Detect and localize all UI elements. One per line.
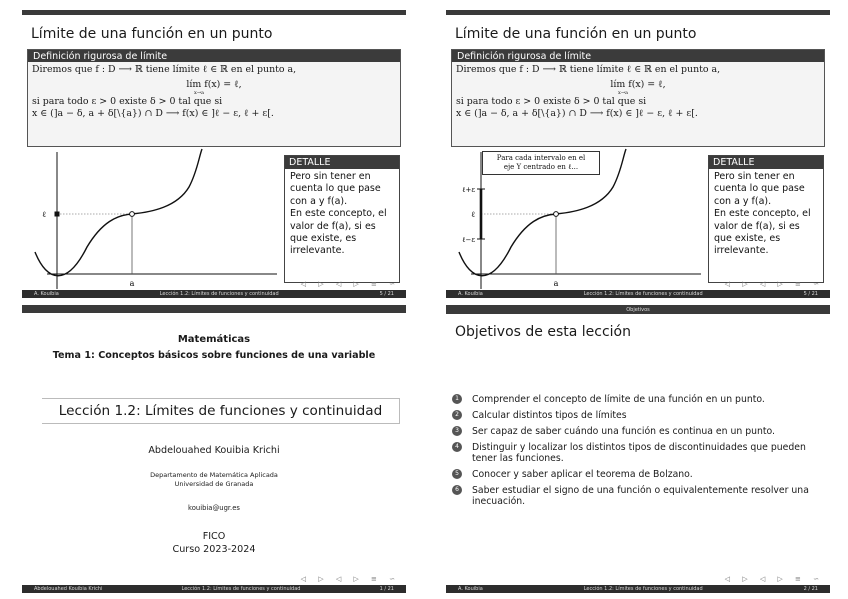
objective-text: Ser capaz de saber cuándo una función es continua en un punto. (472, 426, 776, 437)
footer-page: 5 / 21 (803, 291, 818, 297)
bullet-number: 4 (452, 442, 462, 452)
definition-line-1: Diremos que f : D ⟶ ℝ tiene límite ℓ ∈ ℝ en el punto a, (456, 64, 721, 75)
detail-line: Pero sin tener en (290, 171, 371, 182)
bullet-number: 2 (452, 410, 462, 420)
degree-label: FICO (202, 531, 226, 542)
beamer-nav-icons[interactable]: ◁ ▷ ◁ ▷ ≡ ∽ (724, 575, 824, 583)
footer-author: A. Kouibia (458, 586, 483, 592)
detail-line: cuenta lo que pase (290, 183, 381, 195)
label-l-minus-epsilon: ℓ−ε (462, 236, 475, 244)
limit-formula-subscript: x→a (618, 90, 628, 96)
lesson-title-box (42, 398, 400, 424)
objective-text: Comprender el concepto de límite de una función en un punto. (472, 394, 765, 405)
objectives-list (452, 394, 824, 512)
footer-lesson: Lección 1.2: Límites de funciones y continuidad (583, 291, 703, 297)
detail-box (708, 155, 824, 283)
function-curve (35, 149, 202, 276)
axis-label-l: ℓ (42, 210, 46, 219)
detail-body (285, 169, 399, 260)
footer-author: A. Kouibia (458, 291, 483, 297)
beamer-nav-icons[interactable]: ◁ ▷ ◁ ▷ ≡ ∽ (300, 280, 400, 288)
slide-title: Límite de una función en un punto (455, 26, 697, 42)
footer-bar (446, 585, 830, 593)
definition-box-title: Definición rigurosa de límite (452, 50, 824, 62)
definition-line-4: x ∈ (]a − δ, a + δ[\{a}) ∩ D ⟶ f(x) ∈ ]ℓ − ε, ℓ + ε[. (456, 108, 698, 119)
detail-line: que existe, es (290, 233, 357, 245)
label-l-plus-epsilon: ℓ+ε (462, 186, 475, 194)
definition-body (28, 62, 400, 122)
objective-item (452, 485, 824, 507)
detail-line: valor de f(a), si es (290, 220, 376, 232)
detail-line: que existe, es (714, 233, 781, 245)
objective-item (452, 410, 824, 421)
hole-point (130, 212, 135, 217)
detail-line: En este concepto, el (290, 208, 387, 220)
department: Departamento de Matemática Aplicada (150, 471, 278, 479)
definition-line-3: si para todo ε > 0 existe δ > 0 tal que si (456, 96, 647, 107)
top-strip (22, 10, 406, 15)
limit-formula: lím f(x) = ℓ, (186, 79, 242, 90)
slide-title: Límite de una función en un punto (31, 26, 273, 42)
detail-title: DETALLE (709, 156, 823, 169)
objective-item (452, 469, 824, 480)
objective-text: Distinguir y localizar los distintos tipos de discontinuidades que pueden tener las funciones. (472, 442, 806, 464)
objective-item (452, 394, 824, 405)
section-label: Objetivos (626, 306, 650, 313)
bullet-number: 5 (452, 469, 462, 479)
footer-author: Abdelouahed Kouibia Krichi (34, 586, 103, 592)
bullet-number: 1 (452, 394, 462, 404)
detail-line: cuenta lo que pase (714, 183, 805, 195)
footer-page: 1 / 21 (379, 586, 394, 592)
detail-line: con a y f(a). (290, 195, 348, 207)
lesson-title: Lección 1.2: Límites de funciones y continuidad (58, 403, 383, 419)
bullet-number: 6 (452, 485, 462, 495)
university: Universidad de Granada (174, 480, 254, 488)
definition-line-3: si para todo ε > 0 existe δ > 0 tal que si (32, 96, 223, 107)
detail-line: irrelevante. (714, 245, 769, 257)
top-strip (446, 10, 830, 15)
author-name: Abdelouahed Kouibia Krichi (148, 445, 280, 456)
detail-line: Pero sin tener en (714, 171, 795, 182)
beamer-nav-icons[interactable]: ◁ ▷ ◁ ▷ ≡ ∽ (724, 280, 824, 288)
slide-limit-definition-epsilon (446, 10, 830, 298)
definition-body (452, 62, 824, 122)
limit-formula: lím f(x) = ℓ, (610, 79, 666, 90)
footer-lesson: Lección 1.2: Límites de funciones y continuidad (583, 586, 703, 592)
definition-line-1: Diremos que f : D ⟶ ℝ tiene límite ℓ ∈ ℝ en el punto a, (32, 64, 297, 75)
detail-line: irrelevante. (290, 245, 345, 257)
footer-bar (22, 290, 406, 298)
axis-label-a: a (129, 279, 135, 288)
objective-item (452, 426, 824, 437)
definition-box (451, 49, 825, 147)
objective-text: Conocer y saber aplicar el teorema de Bolzano. (472, 469, 693, 480)
limit-formula-subscript: x→a (194, 90, 204, 96)
annotation-tooltip (482, 151, 600, 175)
detail-title: DETALLE (285, 156, 399, 169)
top-strip (446, 305, 830, 314)
hole-point (554, 212, 559, 217)
footer-lesson: Lección 1.2: Límites de funciones y continuidad (159, 291, 279, 297)
slide-title: Objetivos de esta lección (455, 324, 631, 340)
definition-box (27, 49, 401, 147)
detail-line: En este concepto, el (714, 208, 811, 220)
beamer-nav-icons[interactable]: ◁ ▷ ◁ ▷ ≡ ∽ (300, 575, 400, 583)
footer-page: 5 / 21 (379, 291, 394, 297)
footer-bar (446, 290, 830, 298)
label-l: ℓ (471, 210, 475, 219)
tooltip-line: Para cada intervalo en el (496, 154, 586, 162)
footer-lesson: Lección 1.2: Límites de funciones y continuidad (181, 586, 301, 592)
slide-objectives (446, 305, 830, 593)
function-graph (27, 147, 287, 292)
course-label: Curso 2023-2024 (172, 544, 256, 555)
slide-title-page (22, 305, 406, 593)
slide-limit-definition (22, 10, 406, 298)
objective-text: Saber estudiar el signo de una función o equivalentemente resolver una inecuación. (472, 485, 809, 507)
definition-line-4: x ∈ (]a − δ, a + δ[\{a}) ∩ D ⟶ f(x) ∈ ]ℓ − ε, ℓ + ε[. (32, 108, 274, 119)
topic-title: Tema 1: Conceptos básicos sobre funciones de una variable (52, 350, 376, 361)
definition-box-title: Definición rigurosa de límite (28, 50, 400, 62)
author-email: kouibia@ugr.es (188, 504, 240, 512)
detail-box (284, 155, 400, 283)
bullet-number: 3 (452, 426, 462, 436)
detail-line: valor de f(a), si es (714, 220, 800, 232)
detail-body (709, 169, 823, 260)
top-strip (22, 305, 406, 313)
tooltip-line: eje Y centrado en ℓ... (503, 163, 579, 171)
objective-text: Calcular distintos tipos de límites (472, 410, 627, 421)
footer-bar (22, 585, 406, 593)
objective-item (452, 442, 824, 464)
axis-label-a: a (553, 279, 559, 288)
subject-title: Matemáticas (177, 334, 251, 345)
footer-author: A. Kouibia (34, 291, 59, 297)
limit-marker (55, 212, 60, 217)
footer-page: 2 / 21 (803, 586, 818, 592)
detail-line: con a y f(a). (714, 195, 772, 207)
